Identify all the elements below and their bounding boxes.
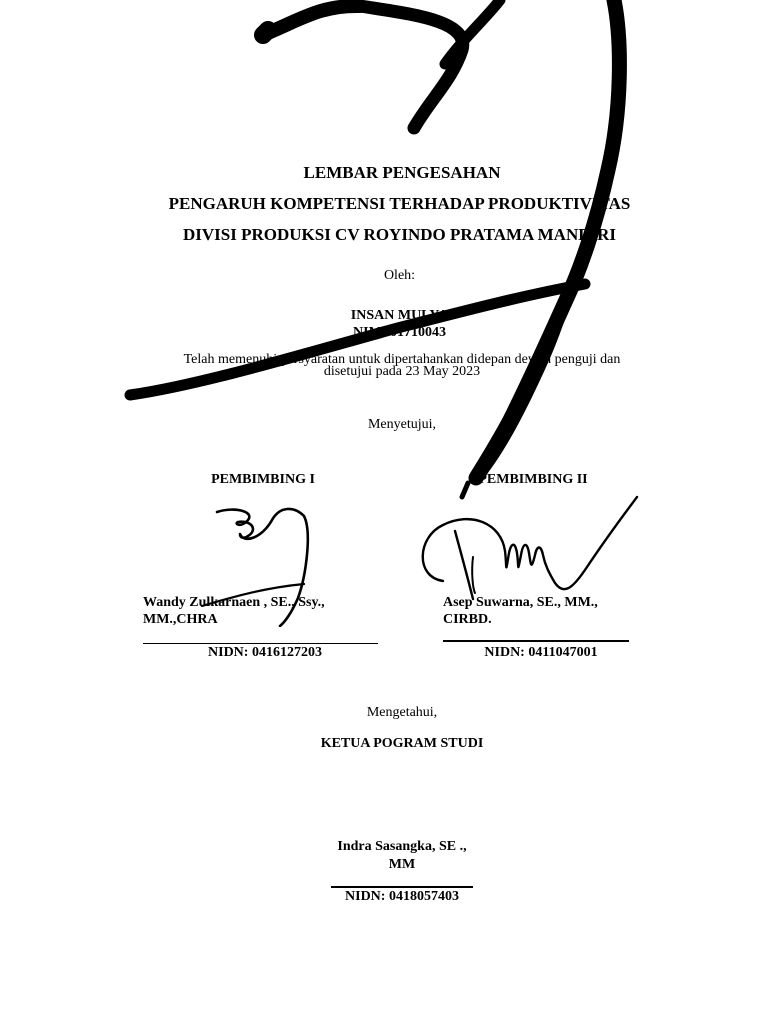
author-name: INSAN MULYA bbox=[350, 308, 449, 323]
author-nim: NIM: 01710043 bbox=[353, 325, 446, 340]
ack-label: Mengetahui, bbox=[366, 705, 438, 720]
advisor-2-role: PEMBIMBING II bbox=[478, 472, 588, 487]
thesis-title-line-2: DIVISI PRODUKSI CV ROYINDO PRATAMA MANDIRI bbox=[182, 225, 617, 244]
approve-label: Menyetujui, bbox=[367, 417, 437, 432]
advisor-1-name-line-2: MM.,CHRA bbox=[143, 612, 218, 627]
advisor-1-name-line-1: Wandy Zulkarnaen , SE., Ssy., bbox=[143, 595, 325, 610]
advisor-2-nidn: NIDN: 0411047001 bbox=[484, 645, 598, 660]
advisor-2-signature-line bbox=[443, 640, 629, 642]
advisor-2-name-line-2: CIRBD. bbox=[443, 612, 492, 627]
thesis-title-line-1: PENGARUH KOMPETENSI TERHADAP PRODUKTIVITAS bbox=[168, 194, 631, 213]
advisor-1-role: PEMBIMBING I bbox=[211, 472, 315, 487]
head-name-line-2: MM bbox=[388, 857, 416, 872]
head-signature-line bbox=[331, 886, 473, 888]
advisor-1-signature-line bbox=[143, 643, 378, 644]
by-label: Oleh: bbox=[383, 268, 416, 283]
head-name-line-1: Indra Sasangka, SE ., bbox=[337, 839, 467, 854]
advisor-1-nidn: NIDN: 0416127203 bbox=[208, 645, 322, 660]
head-nidn: NIDN: 0418057403 bbox=[345, 889, 459, 904]
head-role: KETUA POGRAM STUDI bbox=[320, 736, 484, 751]
advisor-2-signature bbox=[415, 493, 645, 603]
statement-line-2: disetujui pada 23 May 2023 bbox=[323, 364, 481, 379]
document-heading: LEMBAR PENGESAHAN bbox=[303, 163, 501, 182]
advisor-2-name-line-1: Asep Suwarna, SE., MM., bbox=[443, 595, 598, 610]
statement-line-1: Telah memenuhi persyaratan untuk dipertahankan didepan dewan penguji dan bbox=[183, 352, 621, 367]
